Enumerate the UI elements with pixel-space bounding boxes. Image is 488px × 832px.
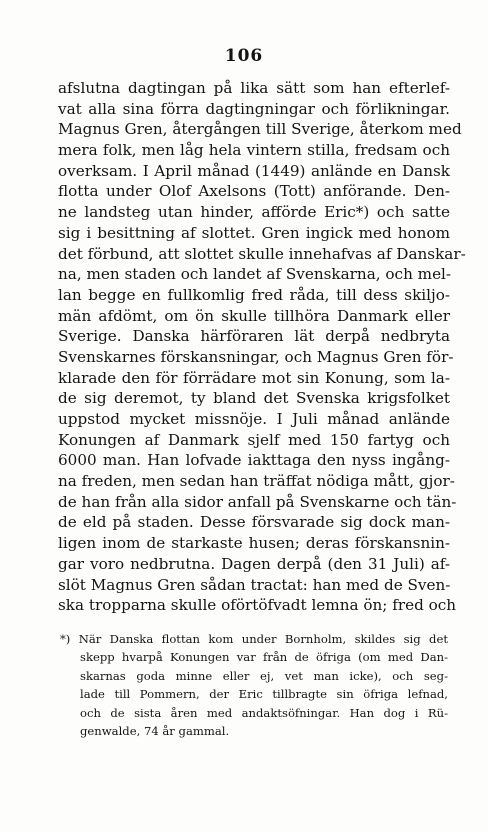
text-line: Svenskarnes förskansningar, och Magnus Gren för- [58, 347, 454, 366]
text-line: Sverige. Danska härföraren lät derpå nedbryta [58, 327, 450, 346]
page-number: 106 [224, 46, 264, 66]
text-line: vat alla sina förra dagtingningar och förlikningar. [58, 99, 450, 118]
text-line: det förbund, att slottet skulle innehafvas af Danskar- [58, 244, 466, 263]
body-text [58, 78, 466, 616]
text-line: män afdömt, om ön skulle tillhöra Danmark eller [58, 306, 450, 325]
text-line: gar voro nedbrutna. Dagen derpå (den 31 Juli) af- [58, 554, 450, 573]
text-line: klarade den för förrädare mot sin Konung, som la- [58, 368, 450, 387]
text-line: de sig deremot, ty bland det Svenska krigsfolket [58, 389, 450, 408]
text-line: ligen inom de starkaste husen; deras förskansnin- [58, 534, 450, 553]
text-line: overksam. I April månad (1449) anlände en Dansk [58, 161, 450, 180]
text-line: flotta under Olof Axelsons (Tott) anförande. Den- [58, 182, 450, 201]
text-line: slöt Magnus Gren sådan tractat: han med de Sven- [58, 575, 451, 594]
footnote-line: *) När Danska flottan kom under Bornholm, skildes sig det [60, 632, 448, 646]
text-line: ska tropparna skulle oförtöfvadt lemna ön; fred och [58, 596, 457, 615]
text-line: ne landsteg utan hinder, afförde Eric*) och satte [58, 203, 450, 222]
text-line: de han från alla sidor anfall på Svenskarne och tän- [58, 492, 457, 511]
text-line: de eld på staden. Desse försvarade sig dock man- [58, 513, 450, 532]
footnote-line: lade till Pommern, der Eric tillbragte sin öfriga lefnad, [80, 687, 448, 702]
footnote-line: och de sista åren med andaktsöfningar. Han dog i Rü- [80, 705, 448, 720]
footnote-line: skepp hvarpå Konungen var från de öfriga (om med Dan- [80, 650, 448, 665]
text-line: sig i besittning af slottet. Gren ingick med honom [58, 223, 450, 242]
text-line: na freden, men sedan han träffat nödiga mått, gjor- [58, 472, 455, 491]
footnote-line: skarnas goda minne eller ej, vet man icke), och seg- [80, 668, 448, 683]
text-line: lan begge en fullkomlig fred råda, till dess skiljo- [58, 285, 450, 304]
footnote-line: genwalde, 74 år gammal. [80, 723, 230, 738]
text-line: afslutna dagtingan på lika sätt som han efterlef- [58, 79, 450, 97]
text-line: na, men staden och landet af Svenskarna, och mel- [58, 265, 452, 284]
text-line: 6000 man. Han lofvade iakttaga den nyss ingång- [58, 451, 450, 470]
text-line: uppstod mycket missnöje. I Juli månad anlände [58, 410, 450, 428]
text-line: mera folk, men låg hela vintern stilla, fredsam och [58, 141, 450, 160]
footnote [60, 630, 448, 740]
text-line: Magnus Gren, återgången till Sverige, återkom med [58, 120, 462, 139]
text-line: Konungen af Danmark sjelf med 150 fartyg och [58, 430, 450, 449]
